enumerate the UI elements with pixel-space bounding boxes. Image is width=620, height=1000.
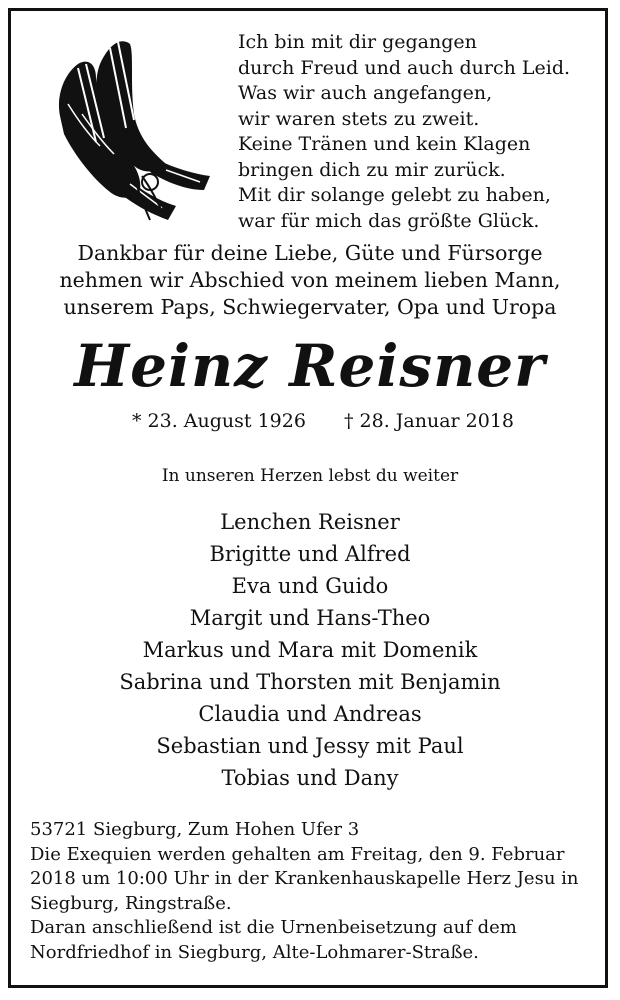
address-line: 53721 Siegburg, Zum Hohen Ufer 3 <box>30 819 360 840</box>
deceased-name: Heinz Reisner <box>74 332 546 400</box>
mourner: Sabrina und Thorsten mit Benjamin <box>119 670 501 694</box>
mourner: Sebastian und Jessy mit Paul <box>156 734 464 758</box>
info-line: 2018 um 10:00 Uhr in der Krankenhauskapelle Herz Jesu in <box>30 868 579 889</box>
funeral-info <box>30 818 590 965</box>
mourner: Tobias und Dany <box>221 766 399 790</box>
motto: In unseren Herzen lebst du weiter <box>161 466 459 486</box>
intro-text <box>30 240 590 321</box>
mourner: Brigitte und Alfred <box>209 542 411 566</box>
death-date: † 28. Januar 2018 <box>344 410 515 432</box>
mourners-list <box>0 506 620 794</box>
birth-date: * 23. August 1926 <box>132 410 306 432</box>
mourner: Claudia und Andreas <box>198 702 422 726</box>
mourner: Eva und Guido <box>231 574 389 598</box>
poem-line: Keine Tränen und kein Klagen <box>238 133 531 155</box>
poem-line: wir waren stets zu zweit. <box>238 107 480 130</box>
info-line: Nordfriedhof in Siegburg, Alte-Lohmarer-Straße. <box>30 941 479 963</box>
poem-line: Ich bin mit dir gegangen <box>238 31 477 53</box>
info-line: Daran anschließend ist die Urnenbeisetzung auf dem <box>30 917 517 938</box>
intro-line: Dankbar für deine Liebe, Güte und Fürsorge <box>77 241 543 265</box>
info-line: Die Exequien werden gehalten am Freitag, den 9. Februar <box>30 843 565 865</box>
mourner: Markus und Mara mit Domenik <box>142 638 478 662</box>
poem-line: durch Freud und auch durch Leid. <box>238 56 571 79</box>
poem-line: Mit dir solange gelebt zu haben, <box>238 184 551 206</box>
mourner: Lenchen Reisner <box>220 510 400 534</box>
poem-line: Was wir auch angefangen, <box>238 82 493 104</box>
info-line: Siegburg, Ringstraße. <box>30 892 232 914</box>
intro-line: unserem Paps, Schwiegervater, Opa und Uropa <box>63 295 557 319</box>
poem <box>238 30 598 234</box>
praying-hands-icon <box>38 24 213 224</box>
poem-line: war für mich das größte Glück. <box>238 209 540 232</box>
poem-line: bringen dich zu mir zurück. <box>238 158 506 181</box>
intro-line: nehmen wir Abschied von meinem lieben Mann, <box>59 268 561 292</box>
mourner: Margit und Hans-Theo <box>189 606 431 630</box>
